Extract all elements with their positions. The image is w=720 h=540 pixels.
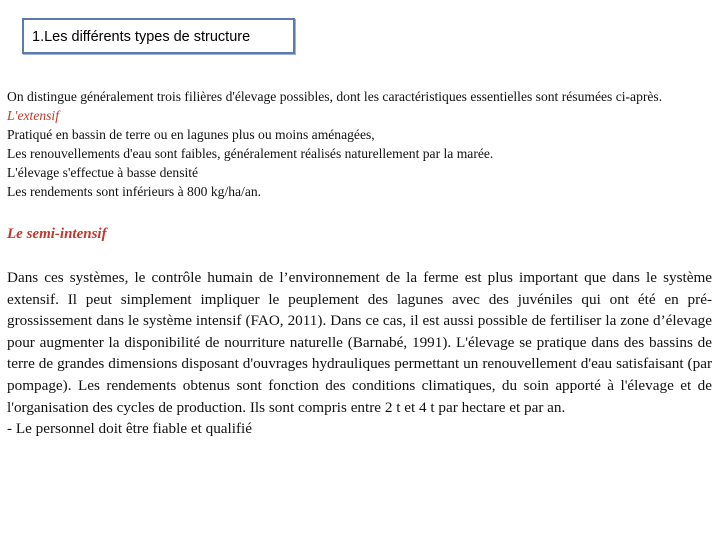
extensif-line: Les renouvellements d'eau sont faibles, généralement réalisés naturellement par la marée. <box>7 146 494 161</box>
section-title: 1.Les différents types de structure <box>32 29 251 45</box>
extensif-block <box>7 87 710 201</box>
semi-intensif-block <box>7 267 712 440</box>
intro-paragraph: On distingue généralement trois filières d'élevage possibles, dont les caractéristiques essentielles sont résumées ci-après. <box>7 89 663 104</box>
semi-intensif-note: - Le personnel doit être fiable et qualifié <box>7 420 253 438</box>
extensif-line: L'élevage s'effectue à basse densité <box>7 165 199 180</box>
semi-intensif-heading: Le semi-intensif <box>7 226 107 242</box>
extensif-line: Les rendements sont inférieurs à 800 kg/ha/an. <box>7 184 262 199</box>
title-box <box>22 18 295 54</box>
semi-intensif-paragraph: Dans ces systèmes, le contrôle humain de l’environnement de la ferme est plus important que dans le système extensif. Il peut simplement impliquer le peuplement des lagunes avec des juvéniles qui ont été en pré-grossissement dans le système intensif (FAO, 2011). Dans ce cas, il est aussi possible de fertiliser la zone d’élevage pour augmenter la disponibilité de nourriture naturelle (Barnabé, 1991). L'élevage se pratique dans des bassins de terre de grandes dimensions disposant d'ouvrages hydrauliques permettant un renouvellement d'eau satisfaisant (par pompage). Les rendements obtenus sont fonction des conditions climatiques, du soin apporté à l'élevage et de l'organisation des cycles de production. Ils sont compris entre 2 t et 4 t par hectare et par an. <box>7 269 712 416</box>
extensif-line: Pratiqué en bassin de terre ou en lagunes plus ou moins aménagées, <box>7 127 375 142</box>
extensif-heading: L'extensif <box>7 108 59 123</box>
